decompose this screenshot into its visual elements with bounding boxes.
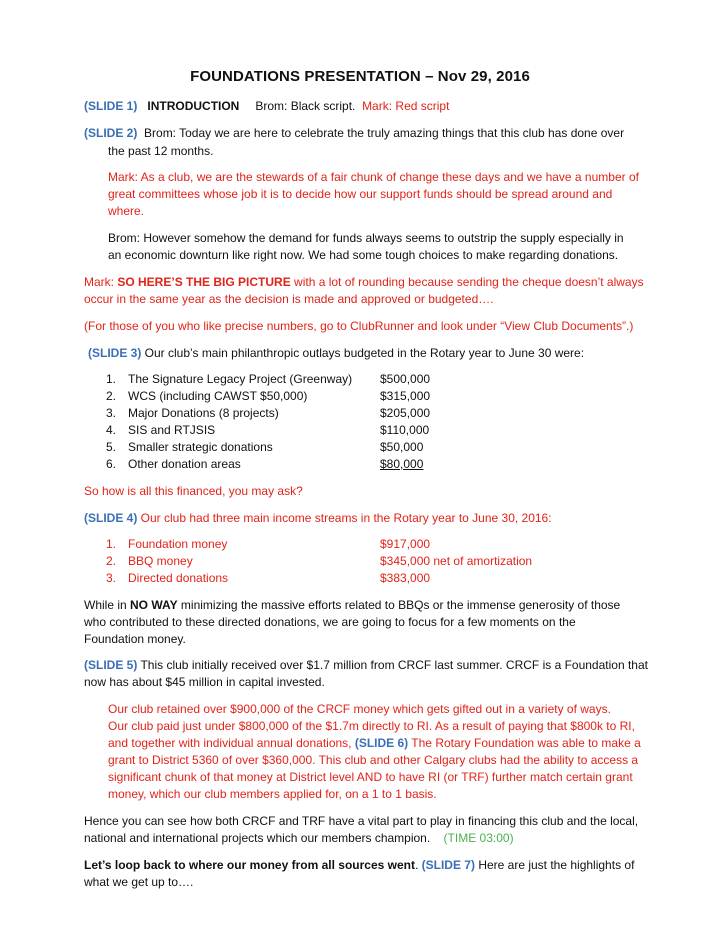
list-item-amount: $80,000: [380, 457, 424, 471]
slide-4-text: Our club had three main income streams in the Rotary year to June 30, 2016:: [137, 511, 552, 525]
slide-6-tag: (SLIDE 6): [354, 736, 409, 750]
list-item: [106, 406, 116, 420]
slide-1-tag: (SLIDE 1): [84, 99, 138, 113]
retained-line-2: Our club paid just under $800,000 of the $1.7m directly to RI. As a result of paying that $800k to RI,: [108, 719, 635, 733]
slide-2-text: Brom: Today we are here to celebrate the truly amazing things that this club has done over: [144, 126, 625, 140]
retained-line-6: money, which our club members applied for, on a 1 to 1 basis.: [108, 787, 437, 801]
slide-4-line: [84, 511, 552, 525]
slide-3-line: [88, 346, 584, 360]
list-item-label: Foundation money: [128, 537, 228, 551]
list-item-amount: $205,000: [380, 406, 431, 420]
precise-numbers-note: (For those of you who like precise numbers, go to ClubRunner and look under “View Club Documents”.): [84, 319, 634, 333]
retained-line-4: grant to District 5360 of over $360,000. This club and other Calgary clubs had the ability to access a: [108, 753, 639, 767]
mark-prefix: Mark:: [84, 275, 118, 289]
while-pre: While in: [84, 598, 131, 612]
list-item-label: Directed donations: [128, 571, 229, 585]
list-item-amount: $383,000: [380, 571, 431, 585]
list-item-amount: $500,000: [380, 372, 431, 386]
list-item: [106, 389, 116, 403]
loop-text: Here are just the highlights of: [474, 858, 635, 872]
item-number: 2.: [106, 554, 117, 568]
list-item-amount: $110,000: [380, 423, 430, 437]
brom-para-2-line-1: Brom: However somehow the demand for funds always seems to outstrip the supply especially in: [108, 231, 624, 245]
mark-para-1-line-1: Mark: As a club, we are the stewards of a fair chunk of change these days and we have a number of: [108, 170, 639, 184]
list-item-label: Major Donations (8 projects): [128, 406, 279, 420]
item-number: 6.: [106, 457, 117, 471]
list-item-label: Other donation areas: [128, 457, 241, 471]
while-post: minimizing the massive efforts related to BBQs or the immense generosity of those: [177, 598, 621, 612]
hence-line-2-text: national and international projects which our members champion.: [84, 831, 431, 845]
mark-para-2-rest: with a lot of rounding because sending the cheque doesn’t always: [290, 275, 644, 289]
loop-heading: Let’s loop back to where our money from all sources went: [84, 858, 415, 872]
loop-line-1: [84, 858, 634, 872]
list-item-amount: $917,000: [380, 537, 431, 551]
while-para-line-1: [84, 598, 620, 612]
list-item: [106, 423, 116, 437]
item-number: 3.: [106, 406, 117, 420]
list-item: [106, 571, 116, 585]
list-item-label: WCS (including CAWST $50,000): [128, 389, 308, 403]
slide-5-text: This club initially received over $1.7 million from CRCF last summer. CRCF is a Foundation that: [137, 658, 648, 672]
retained-line-5: significant chunk of that money at District level AND to have RI (or TRF) further match certain grant: [108, 770, 633, 784]
list-item-amount: $315,000: [380, 389, 431, 403]
item-number: 5.: [106, 440, 117, 454]
while-para-line-2: who contributed to these directed donations, we are going to focus for a few moments on the: [84, 615, 576, 629]
hence-line-1: Hence you can see how both CRCF and TRF have a vital part to play in financing this club and the local,: [84, 814, 639, 828]
loop-line-2: what we get up to….: [84, 875, 194, 889]
slide-2-tag: (SLIDE 2): [84, 126, 138, 140]
slide-5-tag: (SLIDE 5): [84, 658, 138, 672]
list-item: [106, 440, 116, 454]
brom-note: Brom: Black script.: [255, 99, 356, 113]
retained-line-3a: and together with individual annual donations,: [108, 736, 355, 750]
big-picture-heading: SO HERE’S THE BIG PICTURE: [117, 275, 291, 289]
slide-5-line-1: [84, 658, 648, 672]
retained-line-3b: The Rotary Foundation was able to make a: [408, 736, 641, 750]
while-para-line-3: Foundation money.: [84, 632, 186, 646]
slide-4-tag: (SLIDE 4): [84, 511, 138, 525]
item-number: 4.: [106, 423, 117, 437]
intro-line: [84, 99, 449, 113]
mark-para-2-line-1: [84, 275, 644, 289]
slide-3-tag: (SLIDE 3): [88, 346, 142, 360]
list-item-amount: $50,000: [380, 440, 424, 454]
mark-para-2-line-2: occur in the same year as the decision is made and approved or budgeted….: [84, 292, 494, 306]
mark-para-1-line-3: where.: [108, 204, 145, 218]
time-marker: (TIME 03:00): [443, 831, 514, 845]
slide-7-tag: (SLIDE 7): [421, 858, 475, 872]
slide-2-line-2: the past 12 months.: [108, 144, 214, 158]
mark-para-1-line-2: great committees whose job it is to decide how our support funds should be spread around and: [108, 187, 613, 201]
item-number: 1.: [106, 537, 117, 551]
list-item: [106, 554, 116, 568]
loop-dot: .: [414, 858, 422, 872]
list-item: [106, 457, 116, 471]
intro-heading: INTRODUCTION: [147, 99, 240, 113]
item-number: 1.: [106, 372, 117, 386]
brom-para-2-line-2: an economic downturn like right now. We had some tough choices to make regarding donations.: [108, 248, 619, 262]
financed-question: So how is all this financed, you may ask?: [84, 484, 303, 498]
slide-2-line-1: [84, 126, 624, 140]
page-title: FOUNDATIONS PRESENTATION – Nov 29, 2016: [190, 68, 530, 85]
slide-5-line-2: now has about $45 million in capital invested.: [84, 675, 325, 689]
retained-line-1: Our club retained over $900,000 of the CRCF money which gets gifted out in a variety of ways.: [108, 702, 611, 716]
mark-note: Mark: Red script: [362, 99, 450, 113]
list-item-amount: $345,000 net of amortization: [380, 554, 533, 568]
list-item-label: SIS and RTJSIS: [128, 423, 216, 437]
list-item-label: Smaller strategic donations: [128, 440, 273, 454]
item-number: 2.: [106, 389, 117, 403]
list-item: [106, 537, 116, 551]
item-number: 3.: [106, 571, 117, 585]
hence-line-2: [84, 831, 514, 845]
no-way-emphasis: NO WAY: [130, 598, 178, 612]
retained-line-3: [108, 736, 641, 750]
slide-3-text: Our club’s main philanthropic outlays budgeted in the Rotary year to June 30 were:: [141, 346, 585, 360]
list-item-label: The Signature Legacy Project (Greenway): [128, 372, 353, 386]
list-item: [106, 372, 116, 386]
list-item-label: BBQ money: [128, 554, 193, 568]
